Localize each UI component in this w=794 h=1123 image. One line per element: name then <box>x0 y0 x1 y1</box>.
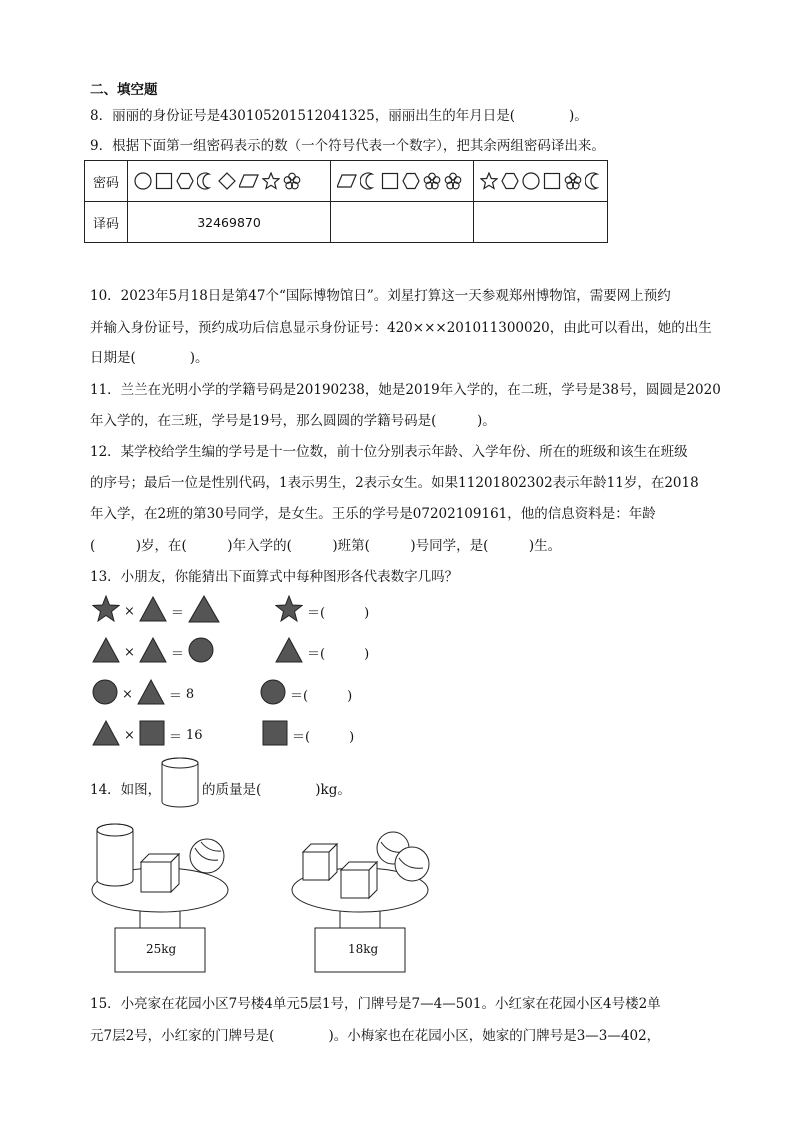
question-10-line-3: 日期是( )。 <box>90 350 209 366</box>
scale-1 <box>85 818 245 982</box>
result-value: 16 <box>185 727 203 743</box>
question-12-line-1: 12．某学校给学生编的学号是十一位数，前十位分别表示年龄、入学年份、所在的班级和该生在班级 <box>90 444 688 460</box>
triangle-icon <box>275 637 303 667</box>
equals-sign: ＝ <box>168 729 182 745</box>
star-icon <box>92 595 120 627</box>
star-icon <box>480 172 498 190</box>
question-14-prefix: 14．如图， <box>90 782 162 798</box>
question-12-line-3: 年入学，在2班的第30号同学，是女生。王乐的学号是07202109161，他的信息资料是：年龄 <box>90 506 656 522</box>
decoded-group-1: 32469870 <box>128 202 331 243</box>
triangle-icon <box>188 595 220 627</box>
cipher-group-3 <box>474 161 608 202</box>
equation-4 <box>92 720 202 750</box>
square-icon <box>262 720 288 750</box>
circle-icon <box>92 679 118 709</box>
moon-icon <box>197 172 215 190</box>
question-10-line-2: 并输入身份证号，预约成功后信息显示身份证号：420×××201011300020，由此可以看出，她的出生 <box>90 320 712 336</box>
triangle-icon <box>139 596 167 626</box>
decoded-group-2 <box>331 202 474 243</box>
answer-blank: ＝( ) <box>292 729 355 745</box>
star-icon <box>262 172 280 190</box>
moon-icon <box>585 172 603 190</box>
answer-blank: ＝( ) <box>290 688 353 704</box>
answer-2 <box>275 637 369 667</box>
result-value: 8 <box>185 686 195 702</box>
square-icon <box>381 172 399 190</box>
circle-icon <box>134 172 152 190</box>
flower-icon <box>444 172 462 190</box>
star-icon <box>275 595 303 627</box>
question-15-line-1: 15．小亮家在花园小区7号楼4单元5层1号，门牌号是7—4—501。小红家在花园小区4号楼2单 <box>90 996 661 1012</box>
circle-icon <box>260 679 286 709</box>
triangle-icon <box>137 679 165 709</box>
question-12-line-4: ( )岁，在( )年入学的( )班第( )号同学，是( )生。 <box>90 538 562 554</box>
times-sign: × <box>124 603 135 619</box>
scale-2 <box>285 818 445 982</box>
question-15-line-2: 元7层2号，小红家的门牌号是( )。小梅家也在花园小区，她家的门牌号是3—3—402， <box>90 1028 661 1044</box>
section-title: 二、填空题 <box>90 82 158 98</box>
question-11-line-2: 年入学的，在三班，学号是19号，那么圆圆的学籍号码是( )。 <box>90 413 496 429</box>
question-9: 9．根据下面第一组密码表示的数（一个符号代表一个数字），把其余两组密码译出来。 <box>90 138 605 154</box>
answer-4 <box>262 720 354 750</box>
question-14-suffix: 的质量是( )kg。 <box>202 782 351 798</box>
cylinder-icon <box>160 757 200 813</box>
hexagon-icon <box>176 172 194 190</box>
answer-1 <box>275 595 369 627</box>
triangle-icon <box>92 637 120 667</box>
times-sign: × <box>124 644 135 660</box>
decoded-group-3 <box>474 202 608 243</box>
circle-icon <box>522 172 540 190</box>
flower-icon <box>283 172 301 190</box>
cipher-group-1 <box>128 161 331 202</box>
equation-1 <box>92 595 220 627</box>
square-icon <box>155 172 173 190</box>
flower-icon <box>423 172 441 190</box>
row-label-decode: 译码 <box>85 202 128 243</box>
equals-sign: ＝ <box>170 646 184 662</box>
hexagon-icon <box>501 172 519 190</box>
question-12-line-2: 的序号；最后一位是性别代码，1表示男生，2表示女生。如果11201802302表示年龄11岁，在2018 <box>90 475 699 491</box>
square-icon <box>139 720 165 750</box>
times-sign: × <box>124 727 135 743</box>
parallelogram-icon <box>337 172 357 190</box>
cipher-group-2 <box>331 161 474 202</box>
diamond-icon <box>218 172 236 190</box>
answer-blank: ＝( ) <box>307 605 370 621</box>
equals-sign: ＝ <box>170 605 184 621</box>
times-sign: × <box>122 686 133 702</box>
row-label-code: 密码 <box>85 161 128 202</box>
equation-3 <box>92 679 194 709</box>
parallelogram-icon <box>239 172 259 190</box>
question-8: 8．丽丽的身份证号是430105201512041325，丽丽出生的年月日是( )。 <box>90 108 588 124</box>
hexagon-icon <box>402 172 420 190</box>
question-10-line-1: 10．2023年5月18日是第47个“国际博物馆日”。刘星打算这一天参观郑州博物馆，需要网上预约 <box>90 288 671 304</box>
scale-1-weight: 25kg <box>146 942 177 956</box>
question-13: 13．小朋友，你能猜出下面算式中每种图形各代表数字几吗？ <box>90 569 459 585</box>
equation-2 <box>92 637 214 667</box>
scale-2-weight: 18kg <box>348 942 379 956</box>
answer-3 <box>260 679 352 709</box>
cipher-table <box>84 160 608 243</box>
equals-sign: ＝ <box>168 688 182 704</box>
moon-icon <box>360 172 378 190</box>
square-icon <box>543 172 561 190</box>
answer-blank: ＝( ) <box>307 646 370 662</box>
triangle-icon <box>139 637 167 667</box>
triangle-icon <box>92 720 120 750</box>
question-11-line-1: 11．兰兰在光明小学的学籍号码是20190238，她是2019年入学的，在二班，学号是38号，圆圆是2020 <box>90 382 721 398</box>
flower-icon <box>564 172 582 190</box>
circle-icon <box>188 637 214 667</box>
